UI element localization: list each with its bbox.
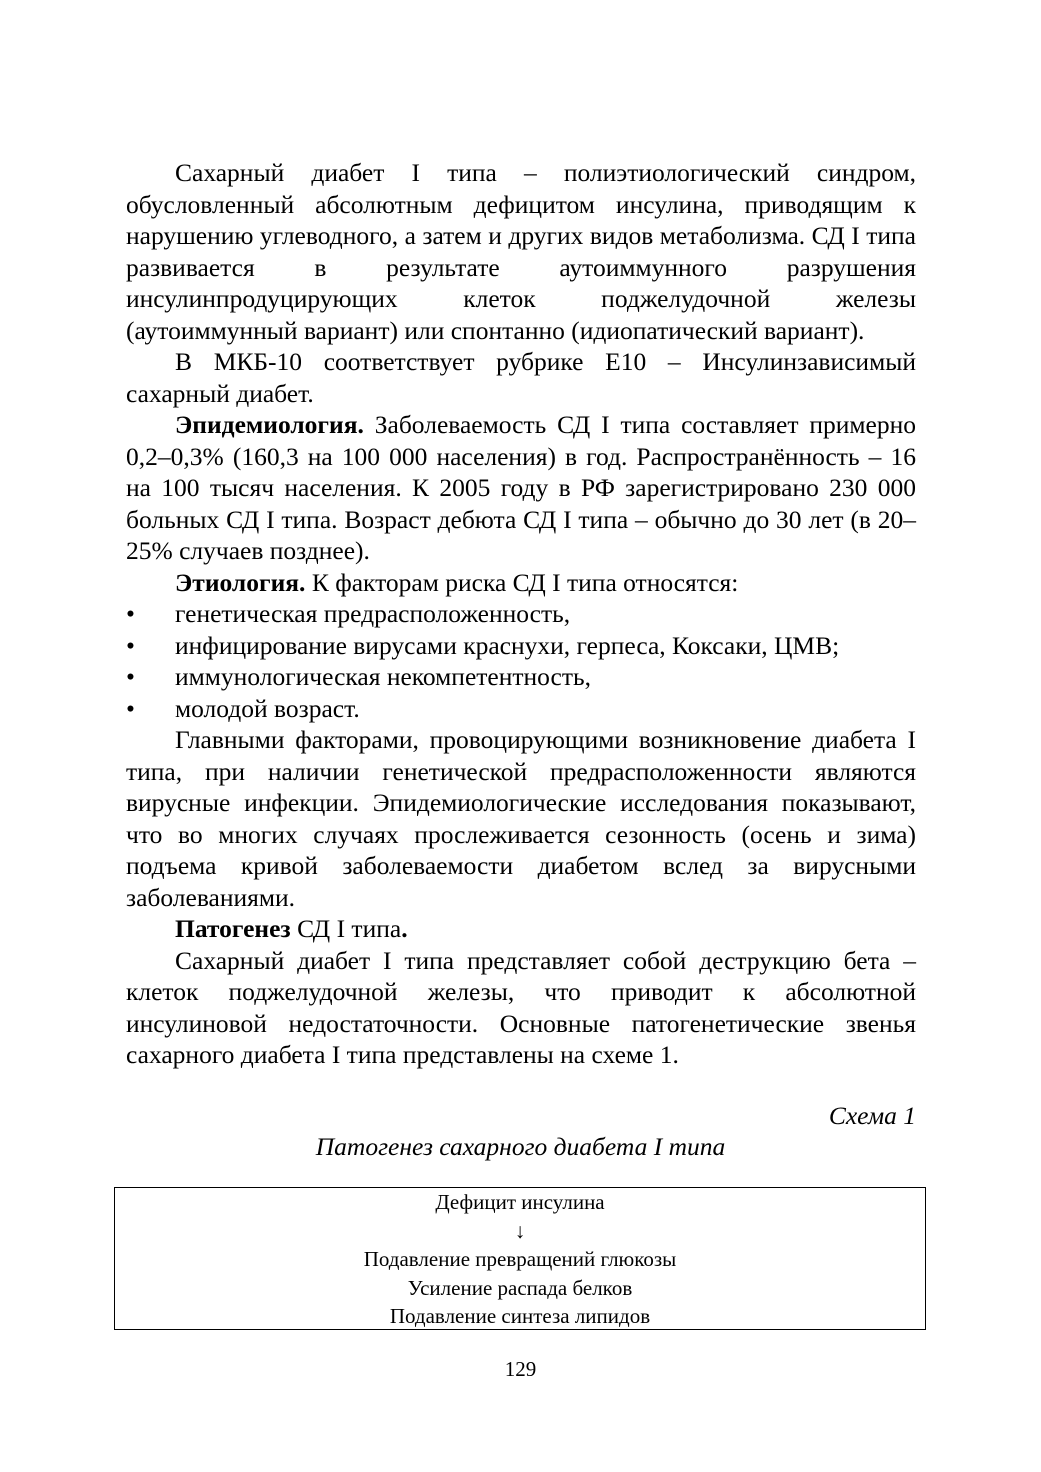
bullet-icon: •: [126, 693, 135, 723]
scheme-box: [114, 1187, 926, 1330]
paragraph-icd: В МКБ-10 соответствует рубрике Е10 – Инсулинзависимый сахарный диабет.: [126, 347, 916, 408]
heading-epidemiology: Эпидемиология.: [175, 410, 364, 439]
down-arrow-icon: ↓: [514, 1218, 526, 1243]
text-etiology: К факторам риска СД I типа относятся:: [305, 567, 739, 597]
list-item: • молодой возраст.: [126, 693, 360, 723]
bullet-icon: •: [126, 662, 135, 691]
list-item: • генетическая предрасположенность,: [126, 599, 571, 628]
scheme-line-lipids: Подавление синтеза липидов: [389, 1304, 651, 1328]
scheme-line-proteins: Усиление распада белков: [407, 1275, 633, 1300]
list-item: • инфицирование вирусами краснухи, герпеса, Коксаки, ЦМВ;: [126, 630, 840, 660]
bullet-icon: •: [126, 630, 135, 660]
scheme-line-deficit: Дефицит инсулина: [435, 1190, 605, 1214]
paragraph-pathogenesis-heading: Патогенез СД I типа.: [175, 914, 408, 943]
risk-factor-list: [126, 598, 916, 724]
paragraph-main-factors: Главными факторами, провоцирующими возникновение диабета I типа, при наличии генетической предрасположенности являются вирусные инфекции. Эпидемиологические исследования показывают, что во многих случаях прослеживается сезонность (осень и зима) подъема кривой заболеваемости диабетом вслед за вирусными заболеваниями.: [126, 725, 916, 912]
list-item: • иммунологическая некомпетентность,: [126, 662, 592, 691]
scheme-label: Схема 1: [828, 1100, 916, 1130]
page-number: 129: [504, 1357, 537, 1381]
text-epidemiology: Заболеваемость СД I типа составляет примерно 0,2–0,3% (160,3 на 100 000 населения) в год. Распространённость – 16 на 100 тысяч населения. К 2005 году в РФ зарегистрировано 230 000 больных СД I типа. Возраст дебюта СД I типа – обычно до 30 лет (в 20–25% случаев позднее).: [126, 410, 916, 565]
scheme-title: Патогенез сахарного диабета I типа: [315, 1132, 726, 1161]
heading-etiology: Этиология.: [175, 567, 306, 597]
paragraph-definition: Сахарный диабет I типа – полиэтиологический синдром, обусловленный абсолютным дефицитом инсулина, приводящим к нарушению углеводного, а затем и других видов метаболизма. СД I типа развивается в результате аутоиммунного разрушения инсулинпродуцирующих клеток поджелудочной железы (аутоиммунный вариант) или спонтанно (идиопатический вариант).: [126, 158, 916, 345]
paragraph-pathogenesis: Сахарный диабет I типа представляет собой деструкцию бета – клеток поджелудочной железы, что приводит к абсолютной инсулиновой недостаточности. Основные патогенетические звенья сахарного диабета I типа представлены на схеме 1.: [126, 945, 916, 1069]
bullet-icon: •: [126, 599, 135, 628]
heading-pathogenesis: Патогенез: [175, 914, 291, 943]
paragraph-epidemiology: [126, 409, 916, 567]
scheme-line-glucose: Подавление превращений глюкозы: [363, 1247, 677, 1271]
document-body: [126, 157, 916, 1162]
paragraph-etiology: [126, 567, 916, 599]
